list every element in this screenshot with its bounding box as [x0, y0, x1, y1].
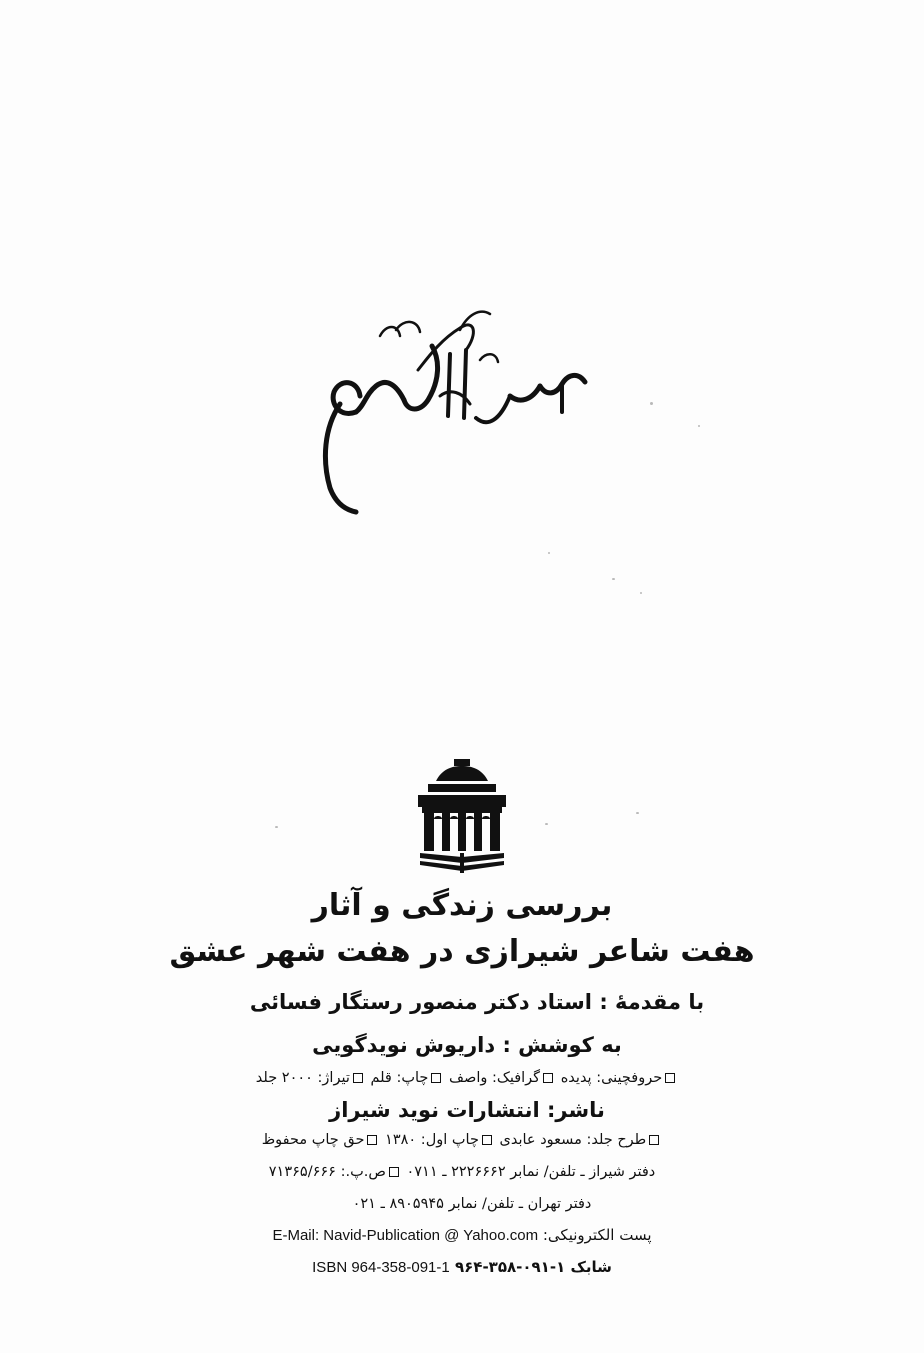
isbn-persian: شابک ۱-۰۹۱-۳۵۸-۹۶۴	[454, 1258, 612, 1276]
book-title-line-2: هفت شاعر شیرازی در هفت شهر عشق	[169, 934, 755, 969]
book-title-line-1: بررسی زندگی و آثار	[311, 888, 613, 923]
rights-notice: حق چاپ محفوظ	[261, 1132, 365, 1148]
cover-info	[0, 1132, 924, 1148]
production-credits	[0, 1070, 924, 1086]
scan-speck	[612, 578, 615, 580]
email-address: E-Mail: Navid-Publication @ Yahoo.com	[272, 1227, 539, 1244]
scan-speck	[636, 812, 639, 814]
scan-speck	[275, 826, 278, 828]
bullet-square-icon	[431, 1073, 441, 1083]
publisher-logo	[412, 757, 512, 875]
cover-design-credit: طرح جلد: مسعود عابدی	[499, 1132, 647, 1148]
scan-speck	[548, 552, 550, 554]
email-line	[0, 1226, 924, 1244]
scan-speck	[640, 592, 642, 594]
compiler-credit: به کوشش : داریوش نویدگویی	[312, 1033, 622, 1057]
printing-credit: چاپ: قلم	[370, 1070, 429, 1086]
scan-speck	[545, 823, 548, 825]
isbn-latin: ISBN 964-358-091-1	[312, 1259, 450, 1276]
introduction-credit: با مقدمهٔ : استاد دکتر منصور رستگار فسائی	[249, 990, 705, 1014]
graphics-credit: گرافیک: واصف	[449, 1070, 541, 1086]
bullet-square-icon	[649, 1135, 659, 1145]
bullet-square-icon	[389, 1167, 399, 1177]
scan-speck	[650, 402, 653, 405]
publisher-name: ناشر: انتشارات نوید شیراز	[329, 1098, 605, 1122]
isbn-line	[0, 1258, 924, 1276]
circulation-credit: تیراژ: ۲۰۰۰ جلد	[255, 1070, 350, 1086]
bullet-square-icon	[665, 1073, 675, 1083]
edition-info: چاپ اول: ۱۳۸۰	[385, 1132, 479, 1148]
typesetting-credit: حروفچینی: پدیده	[560, 1070, 663, 1086]
bullet-square-icon	[367, 1135, 377, 1145]
shiraz-office-info	[0, 1164, 924, 1180]
scan-speck	[698, 425, 700, 427]
bullet-square-icon	[543, 1073, 553, 1083]
tehran-office-info: دفتر تهران ـ تلفن/ نمابر ۸۹۰۵۹۴۵ ـ ۰۲۱	[352, 1196, 592, 1212]
shiraz-office-phone: دفتر شیراز ـ تلفن/ نمابر ۲۲۲۶۶۶۲ ـ ۰۷۱۱	[406, 1164, 656, 1180]
bullet-square-icon	[482, 1135, 492, 1145]
basmala-calligraphy	[300, 300, 600, 530]
bullet-square-icon	[353, 1073, 363, 1083]
po-box: ص.پ.: ۷۱۳۶۵/۶۶۶	[268, 1164, 386, 1180]
email-label: پست الکترونیکی:	[542, 1226, 652, 1244]
